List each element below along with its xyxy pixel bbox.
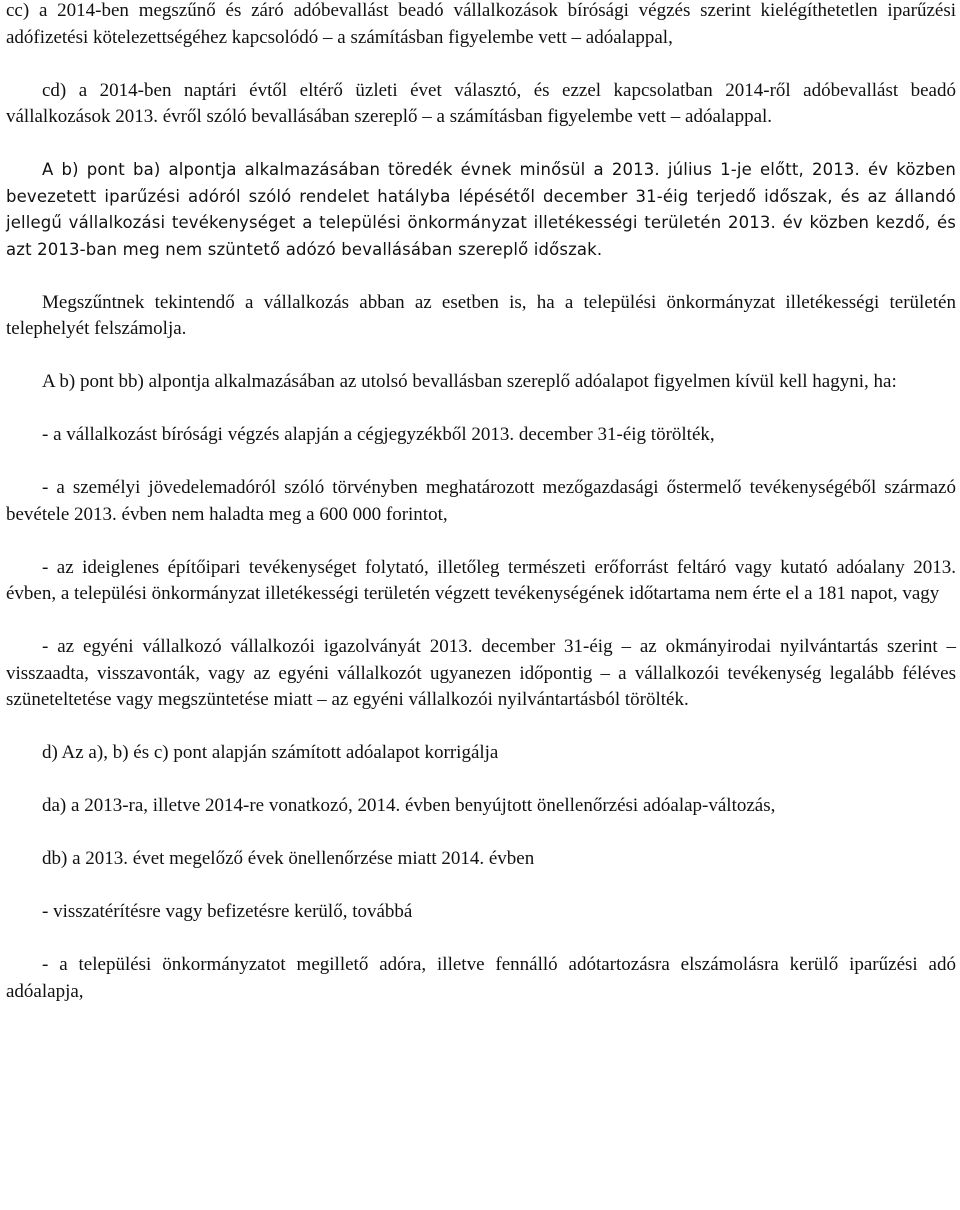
paragraph-cd: cd) a 2014-ben naptári évtől eltérő üzleti évet választó, és ezzel kapcsolatban 2014-ről adóbevallást beadó vállalkozások 2013. évről szóló bevallásában szereplő – a számításban figyelembe vett – adóalappal. — [6, 79, 956, 127]
paragraph-bb-intro: A b) pont bb) alpontja alkalmazásában az utolsó bevallásban szereplő adóalapot figyelmen kívül kell hagyni, ha: — [42, 371, 897, 392]
list-item-refund: - visszatérítésre vagy befizetésre kerülő, továbbá — [42, 901, 413, 922]
paragraph-d: d) Az a), b) és c) pont alapján számított adóalapot korrigálja — [42, 742, 499, 763]
list-item-agricultural-producer: - a személyi jövedelemadóról szóló törvényben meghatározott mezőgazdasági őstermelő tevékenységéből származó bevétele 2013. évben nem haladta meg a 600 000 forintot, — [6, 477, 956, 525]
paragraph-db: db) a 2013. évet megelőző évek önellenőrzése miatt 2014. évben — [42, 848, 535, 869]
paragraph-fragment-year: A b) pont ba) alpontja alkalmazásában töredék évnek minősül a 2013. július 1-je előtt, 2013. év közben bevezetett iparűzési adóról szóló rendelet hatályba lépésétől december 31-éig terjedő időszak, és az állandó jellegű vállalkozási tevékenységet a települési önkormányzat illetékességi területén 2013. év közben kezdő, és azt 2013-ban meg nem szüntető adózó bevallásában szereplő időszak. — [6, 160, 956, 259]
list-item-sole-trader: - az egyéni vállalkozó vállalkozói igazolványát 2013. december 31-éig – az okmányirodai nyilvántartás szerint – visszaadta, visszavonták, vagy az egyéni vállalkozót ugyanezen időpontig – a vállalkozói tevékenység legalább féléves szüneteltetése vagy megszüntetése miatt – az egyéni vállalkozói nyilvántartásból törölték. — [6, 636, 956, 710]
list-item-settlement: - a települési önkormányzatot megillető adóra, illetve fennálló adótartozásra elszámolásra kerülő iparűzési adó adóalapja, — [6, 954, 956, 1002]
paragraph-da: da) a 2013-ra, illetve 2014-re vonatkozó, 2014. évben benyújtott önellenőrzési adóalap-változás, — [42, 795, 776, 816]
list-item-court-order: - a vállalkozást bírósági végzés alapján a cégjegyzékből 2013. december 31-éig törölték, — [42, 424, 715, 445]
paragraph-cc: cc) a 2014-ben megszűnő és záró adóbevallást beadó vállalkozások bírósági végzés szerint kielégíthetetlen iparűzési adófizetési kötelezettségéhez kapcsolódó – a számításban figyelembe vett – adóalappal, — [6, 0, 956, 48]
paragraph-terminated: Megszűntnek tekintendő a vállalkozás abban az esetben is, ha a települési önkormányzat illetékességi területén telephelyét felszámolja. — [6, 291, 956, 339]
document-page — [6, 0, 956, 1005]
list-item-temporary-construction: - az ideiglenes építőipari tevékenységet folytató, illetőleg természeti erőforrást feltáró vagy kutató adóalany 2013. évben, a települési önkormányzat illetékességi területén végzett tevékenységének időtartama nem érte el a 181 napot, vagy — [6, 556, 956, 604]
